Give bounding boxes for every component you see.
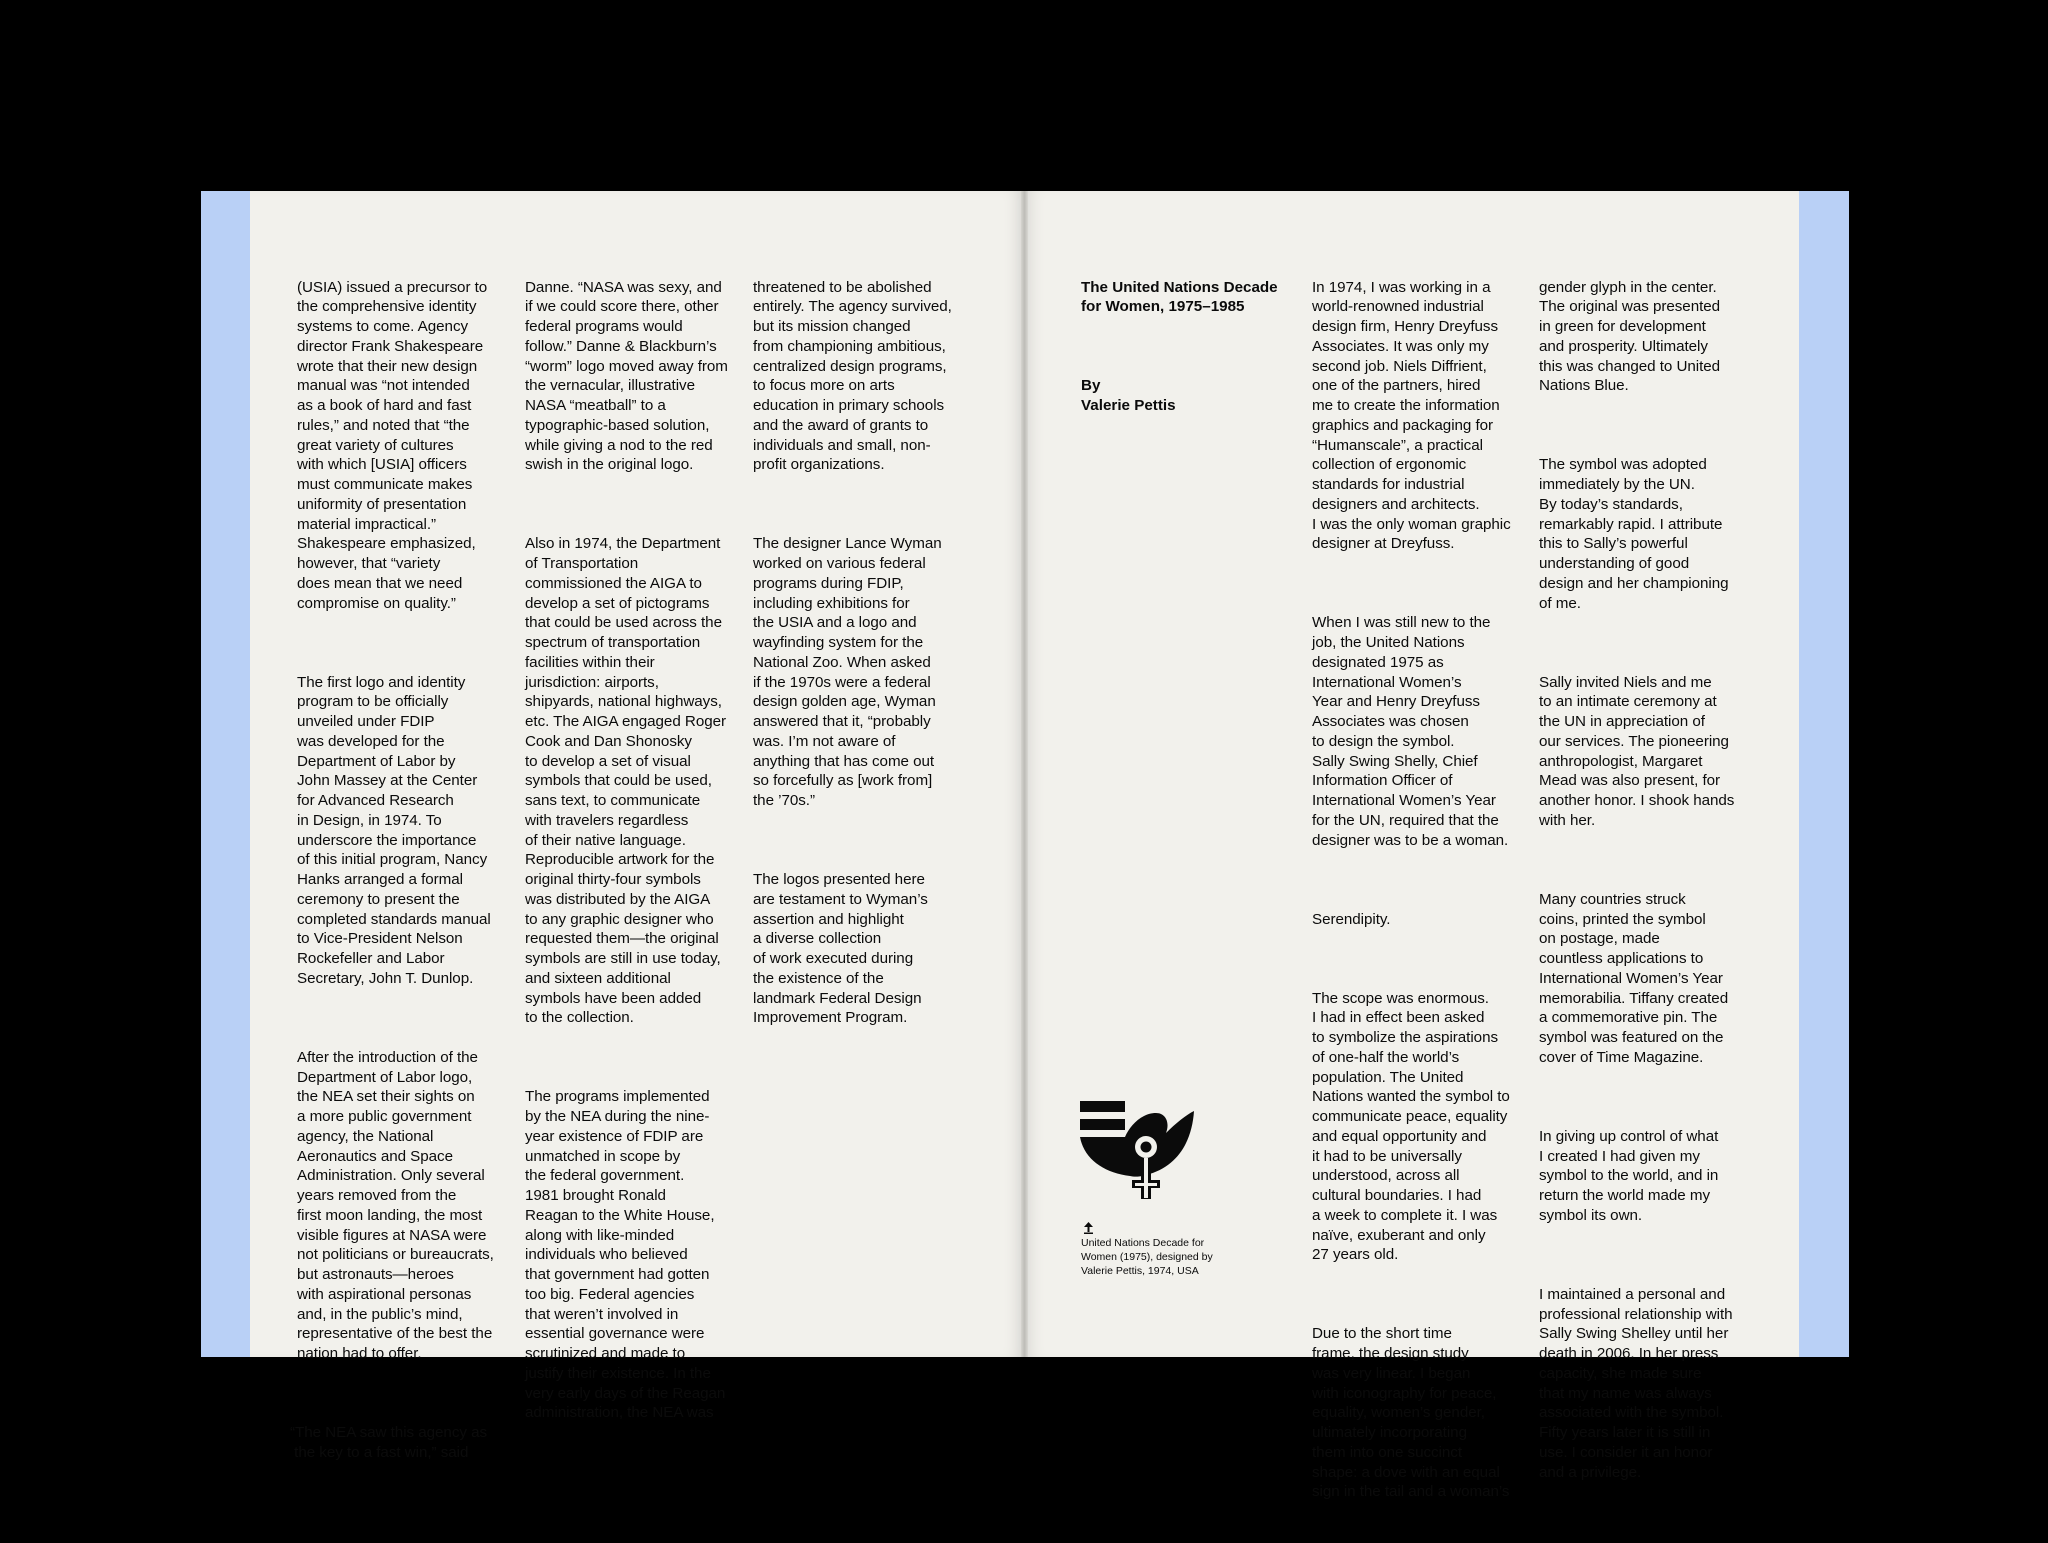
- paragraph: Many countries struck coins, printed the symbol on postage, made countless applications to International Women’s Year memorabilia. Tiffany created a commemorative pin. The symbol was featured on the cover of Time Magazine.: [1539, 890, 1729, 1066]
- right-column-2: [1539, 238, 1734, 1502]
- logo-caption: United Nations Decade for Women (1975), designed by Valerie Pettis, 1974, USA: [1081, 1237, 1213, 1277]
- right-column-1: [1312, 238, 1511, 1522]
- paragraph: Due to the short time frame, the design study was very linear. I began with iconography for peace, equality, women’s gender, ultimately incorporating them into one succinct shape: a dove with an equal sign in the tail and a woman’s: [1312, 1325, 1510, 1501]
- paragraph: The first logo and identity program to be officially unveiled under FDIP was developed for the Department of Labor by John Massey at the Center for Advanced Research in Design, in 1974. To underscore the importance of this initial program, Nancy Hanks arranged a formal ceremony to present the completed standards manual to Vice-President Nelson Rockefeller and Labor Secretary, John T. Dunlop.: [297, 673, 491, 987]
- paragraph: Also in 1974, the Department of Transportation commissioned the AIGA to develop a set of pictograms that could be used across the spectrum of transportation facilities within their jurisdiction: airports, shipyards, national highways, etc. The AIGA engaged Roger Cook and Dan Shonosky to develop a set of visual symbols that could be used, sans text, to communicate with travelers regardless of their native language. Reproducible artwork for the original thirty-four symbols was distributed by the AIGA to any graphic designer who requested them—the original symbols are still in use today, and sixteen additional symbols have been added to the collection.: [525, 535, 727, 1027]
- paragraph: I maintained a personal and professional relationship with Sally Swing Shelley until her death in 2006. In her press capacity, she made sure that my name was always associated with the symbol. Fifty years later it is still in use. I consider it an honor and a privilege.: [1539, 1285, 1733, 1481]
- left-column-1: [290, 238, 494, 1482]
- arrow-up-icon: [1084, 1222, 1093, 1234]
- paragraph: The logos presented here are testament to Wyman’s assertion and highlight a diverse collection of work executed during the existence of the landmark Federal Design Improvement Program.: [753, 871, 928, 1027]
- paragraph: In 1974, I was working in a world-renowned industrial design firm, Henry Dreyfuss Associates. It was only my second job. Niels Diffrient, one of the partners, hired me to create the information graphics and packaging for “Humanscale”, a practical collection of ergonomic standards for industrial designers and architects. I was the only woman graphic designer at Dreyfuss.: [1312, 278, 1511, 553]
- paragraph: After the introduction of the Department of Labor logo, the NEA set their sights on a more public government agency, the National Aeronautics and Space Administration. Only several years removed from the first moon landing, the most visible figures at NASA were not politicians or bureaucrats, but astronauts—heroes with aspirational personas and, in the public’s mind, representative of the best the nation had to offer.: [297, 1048, 494, 1362]
- article-header: [1081, 238, 1278, 455]
- paragraph: “The NEA saw this agency as the key to a fast win,” said: [290, 1424, 488, 1461]
- page-gutter: [1021, 191, 1028, 1357]
- article-title: The United Nations Decade for Women, 1975–1985: [1081, 278, 1278, 316]
- paragraph: Sally invited Niels and me to an intimate ceremony at the UN in appreciation of our services. The pioneering anthropologist, Margaret Mead was also present, for another honor. I shook hands with her.: [1539, 673, 1735, 829]
- paragraph: (USIA) issued a precursor to the comprehensive identity systems to come. Agency director Frank Shakespeare wrote that their new design manual was “not intended as a book of hard and fast rules,” and noted that “the great variety of cultures with which [USIA] officers must communicate makes uniformity of presentation material impractical.” Shakespeare emphasized, however, that “variety does mean that we need compromise on quality.”: [297, 278, 488, 612]
- paragraph: When I was still new to the job, the United Nations designated 1975 as International Women’s Year and Henry Dreyfuss Associates was chosen to design the symbol. Sally Swing Shelly, Chief Information Officer of International Women’s Year for the UN, required that the designer was to be a woman.: [1312, 614, 1509, 849]
- paragraph: The scope was enormous. I had in effect been asked to symbolize the aspirations of one-half the world’s population. The United Nations wanted the symbol to communicate peace, equality and equal opportunity and it had to be universally understood, across all cultural boundaries. I had a week to complete it. I was naïve, exuberant and only 27 years old.: [1312, 989, 1510, 1264]
- paragraph: The programs implemented by the NEA during the nine- year existence of FDIP are unmatched in scope by the federal government. 1981 brought Ronald Reagan to the White House, along with like-minded individuals who believed that government had gotten too big. Federal agencies that weren’t involved in essential governance were scrutinized and made to justify their existence. In the very early days of the Reagan administration, the NEA was: [525, 1088, 726, 1422]
- paragraph: Danne. “NASA was sexy, and if we could score there, other federal programs would follow.” Danne & Blackburn’s “worm” logo moved away from the vernacular, illustrative NASA “meatball” to a typographic-based solution, while giving a nod to the red swish in the original logo.: [525, 278, 728, 474]
- un-decade-for-women-dove-icon: [1080, 1101, 1194, 1199]
- paragraph: threatened to be abolished entirely. The agency survived, but its mission changed from championing ambitious, centralized design programs, to focus more on arts education in primary schools and the award of grants to individuals and small, non- profit organizations.: [753, 278, 952, 474]
- paragraph: In giving up control of what I created I had given my symbol to the world, and in return the world made my symbol its own.: [1539, 1127, 1719, 1224]
- paragraph: Serendipity.: [1312, 910, 1391, 928]
- article-byline: By Valerie Pettis: [1081, 377, 1176, 414]
- paragraph: gender glyph in the center. The original was presented in green for development and prosperity. Ultimately this was changed to United Nations Blue.: [1539, 278, 1721, 395]
- paragraph: The symbol was adopted immediately by the UN. By today’s standards, remarkably rapid. I attribute this to Sally’s powerful understanding of good design and her championing of me.: [1539, 456, 1729, 612]
- paragraph: The designer Lance Wyman worked on various federal programs during FDIP, including exhibitions for the USIA and a logo and wayfinding system for the National Zoo. When asked if the 1970s were a federal design golden age, Wyman answered that it, “probably was. I’m not aware of anything that has come out so forcefully as [work from] the ’70s.”: [753, 535, 942, 809]
- left-column-2: [525, 238, 728, 1443]
- left-column-3: [753, 238, 952, 1048]
